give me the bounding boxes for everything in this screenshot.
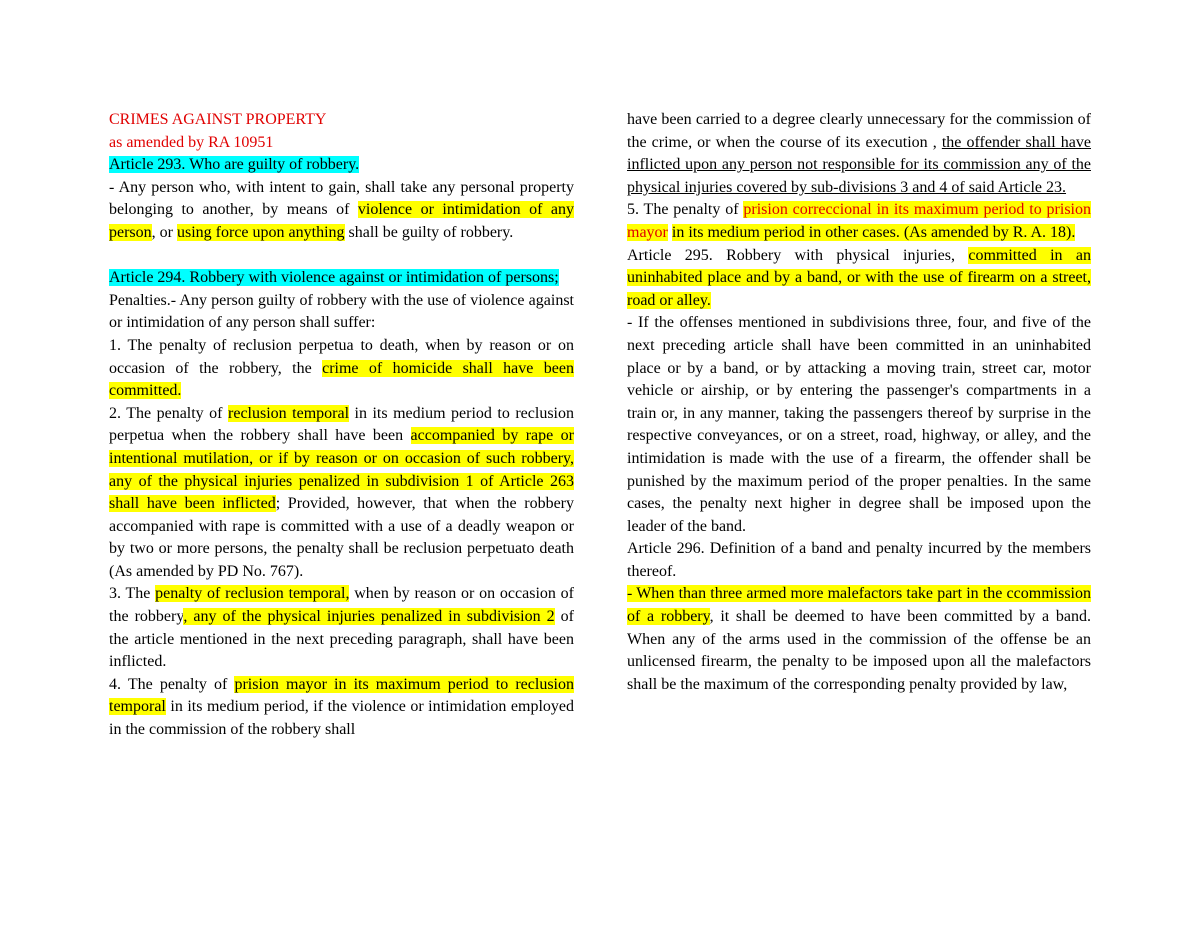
left-column bbox=[109, 109, 574, 742]
article-293-body bbox=[109, 177, 574, 245]
article-294-heading bbox=[109, 267, 574, 290]
highlight-run: in its medium period in other cases. (As amended by R. A. 18). bbox=[671, 223, 1076, 241]
article-294-paragraph-3 bbox=[109, 583, 574, 673]
text-run: 2. The penalty of bbox=[109, 404, 229, 422]
article-294-paragraph-1 bbox=[109, 335, 574, 403]
article-294-paragraph-4 bbox=[109, 674, 574, 742]
article-294-paragraph-5 bbox=[627, 199, 1091, 244]
highlight-run: violence or intimidation of any person bbox=[109, 201, 574, 241]
text-run: , or bbox=[151, 223, 177, 241]
article-294-heading-text: Article 294. Robbery with violence against or intimidation of persons; bbox=[109, 269, 559, 287]
highlight-run: reclusion temporal bbox=[228, 404, 350, 422]
text-run: , it shall be deemed to have been committed by a band. When any of the arms used in the commission of the offense be an unlicensed firearm, the penalty to be imposed upon all the malefactors shall be the maximum of the corresponding penalty provided by law, bbox=[627, 608, 1091, 693]
highlight-run: committed in an uninhabited place and by a band, or with the use of firearm on a street, road or alley. bbox=[627, 246, 1092, 309]
text-run: of the article mentioned in the next preceding paragraph, shall have been inflicted. bbox=[109, 608, 575, 671]
text-run: shall be guilty of robbery. bbox=[344, 223, 514, 241]
text-run: 5. The penalty of bbox=[627, 201, 744, 219]
text-run: 1. The penalty of reclusion perpetua to death, when by reason or on occasion of the robbery, the bbox=[109, 336, 574, 377]
text-run: in its medium period to reclusion perpetua when the robbery shall have been bbox=[109, 404, 574, 445]
red-highlight-run: prision correccional in its maximum period to prision mayor bbox=[627, 201, 1091, 241]
text-run: have been carried to a degree clearly unnecessary for the commission of the crime, or when the course of its execution , bbox=[627, 111, 1091, 151]
article-294-paragraph-2 bbox=[109, 403, 574, 584]
article-294-penalties: Penalties.- Any person guilty of robbery with the use of violence against or intimidation of any person shall suffer: bbox=[109, 291, 574, 332]
highlight-run: prision mayor in its maximum period to reclusion temporal bbox=[109, 675, 574, 716]
highlight-run: using force upon anything bbox=[176, 223, 345, 241]
document-subtitle: as amended by RA 10951 bbox=[109, 133, 274, 151]
article-295-body: - If the offenses mentioned in subdivisions three, four, and five of the next preceding article shall have been committed in an uninhabited place or by a band, or by attacking a moving train, street car, motor vehicle or airship, or by entering the passenger's compartments in a train or, in any manner, taking the passengers thereof by surprise in the respective conveyances, or on a street, road, highway, or alley, and the intimidation is made with the use of a firearm, the offender shall be punished by the maximum period of the proper penalties. In the same cases, the penalty next higher in degree shall be imposed upon the leader of the band. bbox=[627, 314, 1091, 535]
text-run: - Any person who, with intent to gain, shall take any personal property belonging to another, by means of bbox=[109, 178, 574, 219]
document-title: CRIMES AGAINST PROPERTY bbox=[109, 111, 327, 128]
text-run: Article 295. Robbery with physical injuries, bbox=[627, 246, 969, 264]
right-column bbox=[627, 109, 1091, 696]
underlined-run: the offender shall have inflicted upon any person not responsible for its commission any of the physical injuries covered by sub-divisions 3 and 4 of said Article 23. bbox=[627, 133, 1091, 196]
paragraph-4-continued bbox=[627, 109, 1091, 199]
article-293-heading-text: Article 293. Who are guilty of robbery. bbox=[109, 156, 360, 174]
text-run: 3. The bbox=[109, 585, 156, 603]
text-run: in its medium period, if the violence or intimidation employed in the commission of the robbery shall bbox=[109, 698, 574, 739]
highlight-run: accompanied by rape or intentional mutilation, or if by reason or on occasion of such robbery, any of the physical injuries penalized in subdivision 1 of Article 263 shall have been inflicted bbox=[109, 427, 574, 513]
article-296-body bbox=[627, 583, 1091, 696]
article-296-heading: Article 296. Definition of a band and penalty incurred by the members thereof. bbox=[627, 540, 1091, 580]
blank-line bbox=[109, 245, 574, 268]
highlight-run: , any of the physical injuries penalized in subdivision 2 bbox=[183, 608, 555, 626]
text-run: when by reason or on occasion of the robbery bbox=[109, 585, 574, 626]
article-293-heading bbox=[109, 154, 574, 177]
text-run: ; Provided, however, that when the robbery accompanied with rape is committed with a use of a deadly weapon or by two or more persons, the penalty shall be reclusion perpetuato death (As amended by PD No. 767). bbox=[109, 495, 574, 580]
highlight-run: penalty of reclusion temporal, bbox=[155, 585, 350, 603]
highlight-run: - When than three armed more malefactors take part in the ccommission of a robbery bbox=[627, 585, 1091, 626]
highlight-run: crime of homicide shall have been committed. bbox=[109, 359, 574, 400]
text-run: 4. The penalty of bbox=[109, 675, 235, 693]
article-295-heading bbox=[627, 245, 1091, 313]
